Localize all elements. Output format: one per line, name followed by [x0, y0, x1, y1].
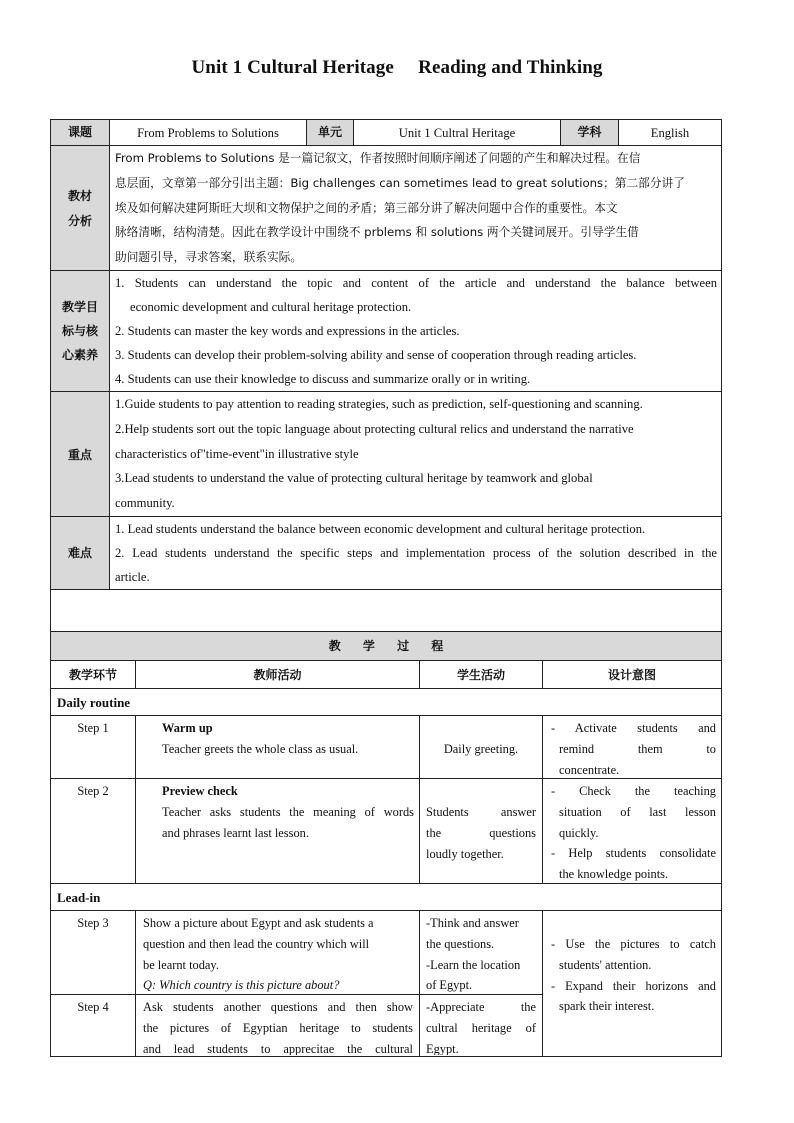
topic-value: From Problems to Solutions — [137, 126, 279, 140]
objectives-text: 1. Students can understand the topic and content of the article and understand the balance between economic development and cultural heritage protection. 2. Students can master the key words and expressions in the articles. 3. Students can develop their problem-solving ability and sense of cooperation through reading articles. 4. Students can use their knowledge to discuss and summarize orally or in writing. — [115, 276, 717, 386]
step1-student: Daily greeting. — [443, 742, 519, 756]
step2-label: Step 2 — [77, 784, 109, 798]
step1-intent: - Activate students and remind them to concentrate. — [551, 721, 716, 777]
col-header-student: 学生活动 — [456, 668, 505, 682]
step2-intent: - Check the teaching situation of last lesson quickly. - Help students consolidate the knowledge points. — [551, 784, 716, 882]
step1-label: Step 1 — [77, 721, 109, 735]
subject-label: 学科 — [577, 125, 602, 139]
col-header-intent: 设计意图 — [607, 668, 656, 682]
analysis-label: 教材 分析 — [67, 189, 92, 228]
document-title — [0, 57, 794, 79]
subject-value: English — [650, 126, 690, 140]
difficulties-text: 1. Lead students understand the balance between economic development and cultural heritage protection. 2. Lead students understand the specific steps and implementation process of the solution described in the article. — [115, 522, 717, 584]
title-part-2: Reading and Thinking — [418, 57, 603, 78]
unit-label: 单元 — [317, 125, 342, 139]
step4-student: -Appreciate the cultral heritage of Egypt. — [426, 1000, 536, 1055]
topic-label: 课题 — [67, 125, 92, 139]
step4-label: Step 4 — [77, 1000, 109, 1014]
step3-label: Step 3 — [77, 916, 109, 930]
section-lead-in: Lead-in — [57, 890, 101, 905]
step2-student: Students answer the questions loudly together. — [426, 805, 536, 861]
step3-teacher: Show a picture about Egypt and ask students a question and then lead the country which will be learnt today. Q: Which country is this picture about? — [143, 916, 374, 993]
difficulties-label: 难点 — [67, 546, 92, 560]
key-points-label: 重点 — [67, 448, 92, 462]
unit-value: Unit 1 Cultral Heritage — [398, 126, 516, 140]
title-part-1: Unit 1 Cultural Heritage — [191, 57, 394, 78]
objectives-label: 教学目 标与核 心素养 — [61, 300, 98, 362]
step2-teacher: Preview check Teacher asks students the meaning of words and phrases learnt last lesson. — [162, 784, 414, 840]
step1-teacher: Warm up Teacher greets the whole class as usual. — [162, 721, 359, 756]
key-points-text: 1.Guide students to pay attention to reading strategies, such as prediction, self-questioning and scanning. 2.Help students sort out the topic language about protecting cultural relics and understand the narrative characteristics of"time-event"in illustrative style 3.Lead students to understand the value of protecting cultural heritage by teamwork and global community. — [115, 397, 643, 511]
step4-teacher: Ask students another questions and then show the pictures of Egyptian heritage to students and lead students to apprecitae the cultural — [143, 1000, 413, 1055]
step3-student: -Think and answer the questions. -Learn the location of Egypt. — [426, 916, 521, 993]
section-daily-routine: Daily routine — [57, 695, 131, 710]
col-header-teacher: 教师活动 — [253, 668, 302, 682]
analysis-text: From Problems to Solutions 是一篇记叙文，作者按照时间顺序阐述了问题的产生和解决过程。在信 息层面，文章第一部分引出主题：Big challenges can sometimes lead to great solutions；第二部分讲了 埃及如何解决建阿斯旺大坝和文物保护之间的矛盾；第三部分讲了解决问题中合作的重要性。本文 脉络清晰，结构清楚。因此在教学设计中围绕不 prblems 和 solutions 两个关键词展开。引导学生借 助问题引导，寻求答案，联系实际。 — [115, 151, 685, 265]
col-header-stage: 教学环节 — [68, 668, 117, 682]
process-band-title: 教 学 过 程 — [328, 639, 444, 653]
step3-4-intent: - Use the pictures to catch students' attention. - Expand their horizons and spark their interest. — [551, 937, 716, 1014]
